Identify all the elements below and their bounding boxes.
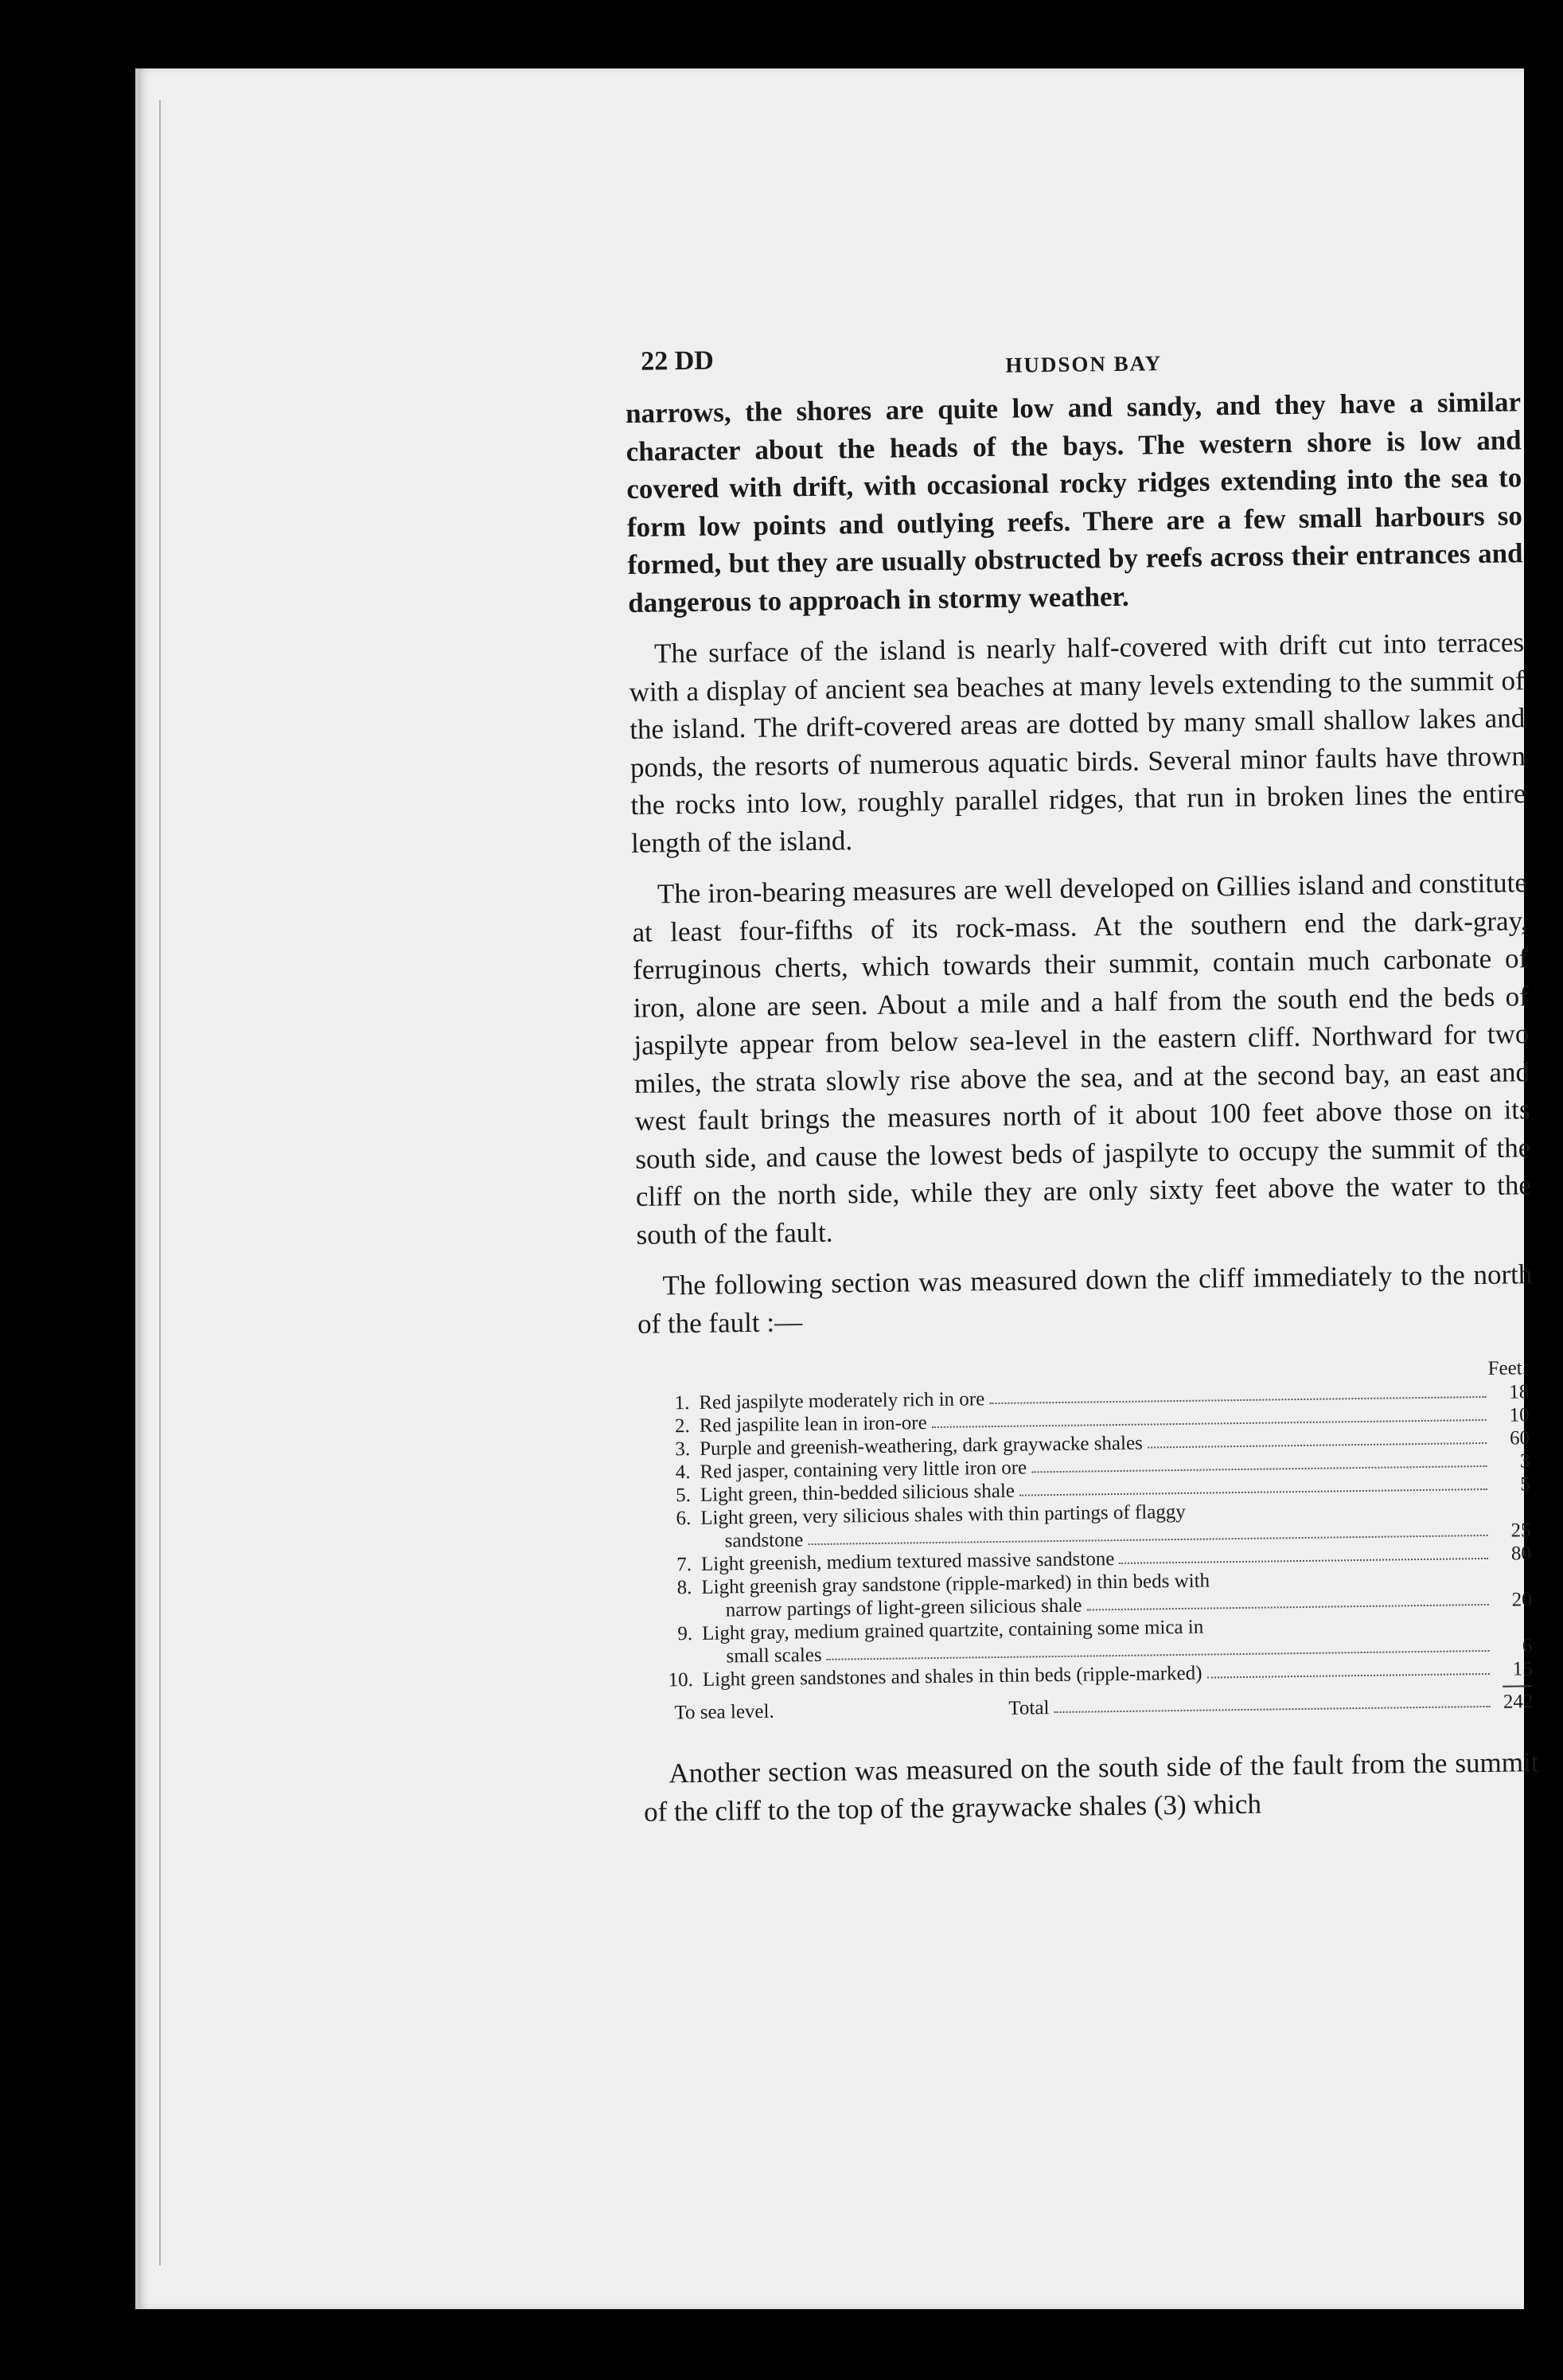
row-number: 7. (676, 1554, 692, 1576)
leader-dots (989, 1396, 1486, 1404)
row-feet: 80 (1510, 1543, 1532, 1565)
row-number: 2. (674, 1415, 690, 1438)
row-number: 5. (675, 1485, 692, 1507)
row-feet: 20 (1511, 1589, 1532, 1611)
row-text: sandstone (724, 1529, 804, 1552)
row-feet: 15 (1512, 1658, 1534, 1680)
measured-section-table (638, 1356, 1538, 1725)
row-feet: 18 (1509, 1381, 1530, 1403)
row-text: Light greenish, medium textured massive sandstone (700, 1548, 1115, 1575)
to-sea-level: To sea level. (674, 1700, 774, 1724)
leader-dots (1031, 1465, 1487, 1473)
total-label: Total (1008, 1697, 1050, 1719)
leader-dots (1054, 1706, 1490, 1713)
page-number: 22 DD (640, 345, 715, 377)
total-rule (1503, 1685, 1531, 1687)
row-text: small scales (726, 1644, 822, 1668)
row-feet: 10 (1509, 1404, 1530, 1426)
row-text: narrow partings of light-green silicious shale (725, 1594, 1082, 1621)
paragraph-2: The surface of the island is nearly half-covered with drift cut into terraces with a display of ancient sea beaches at many levels extending to the summit of the island. The drift-covered areas are dotted by many small shallow lakes and ponds, the resorts of numerous aquatic birds. Several minor faults have thrown the rocks into low, roughly parallel ridges, that run in broken lines the entire length of the island. (629, 626, 1526, 859)
leader-dots (1207, 1673, 1490, 1679)
row-feet: 60 (1509, 1427, 1530, 1449)
paragraph-1: narrows, the shores are quite low and sandy, and they have a similar character about the heads of the bays. The western shore is low and covered with drift, with occasional rocky ridges extending into the sea to form low points and outlying reefs. There are a few small harbours so formed, but they are usually obstructed by reefs across their entrances and dangerous to approach in stormy weather. (625, 386, 1523, 618)
leader-dots (1019, 1488, 1487, 1496)
row-feet: 3 (1519, 1450, 1530, 1473)
leader-dots (1087, 1604, 1489, 1611)
total-value: 242 (1503, 1691, 1534, 1713)
row-number: 9. (677, 1623, 693, 1645)
leader-dots (1148, 1442, 1487, 1449)
row-text: Red jasper, containing very little iron ore (700, 1457, 1027, 1483)
row-text: Red jaspilite lean in iron-ore (699, 1412, 927, 1437)
row-text: Light green, thin-bedded silicious shale (700, 1480, 1015, 1506)
scanned-page (135, 68, 1539, 2309)
binding-line (159, 100, 161, 2265)
row-text: Light greenish gray sandstone (ripple-marked) in thin beds with (701, 1570, 1210, 1598)
leader-dots (932, 1419, 1487, 1428)
leader-dots (1119, 1558, 1488, 1564)
row-number: 6. (676, 1508, 692, 1530)
total-label-group (1008, 1691, 1495, 1720)
row-feet: 5 (1520, 1473, 1530, 1496)
row-number: 8. (676, 1577, 692, 1599)
paragraph-4: The following section was measured down the cliff immediately to the north of the fault :— (637, 1258, 1533, 1340)
row-text: Light green sandstones and shales in thin beds (ripple-marked) (702, 1662, 1202, 1691)
total-row (642, 1690, 1538, 1725)
row-text: Light green, very silicious shales with thin partings of flaggy (700, 1500, 1187, 1529)
row-text: Light gray, medium grained quartzite, containing some mica in (701, 1616, 1204, 1645)
section-rows (638, 1380, 1538, 1692)
unit-header: Feet. (1487, 1357, 1528, 1379)
row-number: 10. (668, 1669, 694, 1691)
running-head: HUDSON BAY (1005, 351, 1163, 377)
paragraph-3: The iron-bearing measures are well developed on Gillies island and constitute at least four-fifths of its rock-mass. At the southern end the dark-gray, ferruginous cherts, which towards their summit, contain much carbonate of iron, alone are seen. About a mile and a half from the south end the beds of jaspilyte appear from below sea-level in the eastern cliff. Northward for two miles, the strata slowly rise above the sea, and at the second bay, an east and west fault brings the measures north of it about 100 feet above those on its south side, and cause the lowest beds of jaspilyte to occupy the summit of the cliff on the north side, while they are only sixty feet above the water to the south of the fault. (632, 867, 1532, 1250)
page-content (625, 335, 1540, 1844)
row-text: Purple and greenish-weathering, dark graywacke shales (699, 1432, 1143, 1460)
row-number: 3. (675, 1438, 691, 1461)
row-number: 1. (674, 1392, 690, 1414)
closing-paragraph: Another section was measured on the south side of the fault from the summit of the cliff to the top of the graywacke shales (3) which (643, 1746, 1539, 1828)
row-feet: 6 (1522, 1635, 1533, 1657)
row-number: 4. (675, 1461, 691, 1484)
row-text: Red jaspilyte moderately rich in ore (699, 1388, 985, 1414)
row-feet: 25 (1510, 1520, 1531, 1542)
page-edge-shadow (135, 68, 140, 2309)
